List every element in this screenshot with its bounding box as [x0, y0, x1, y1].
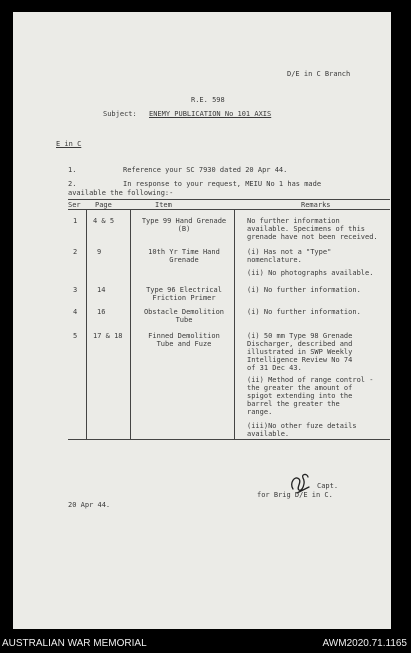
- row1-remark: No further information available. Specimens of this grenade have not been received.: [247, 217, 378, 241]
- row5-item: Finned Demolition Tube and Fuze: [148, 332, 220, 348]
- footer-accession-id: AWM2020.71.1165: [322, 638, 407, 649]
- row5-ser: 5: [73, 332, 78, 340]
- header-item: Item: [155, 201, 172, 209]
- document-sheet: [13, 12, 391, 629]
- header-page: Page: [95, 201, 112, 209]
- row2-remark-1: (i) Has not a "Type" nomenclature.: [247, 248, 332, 264]
- row5-remark-1: (i) 50 mm Type 98 Grenade Discharger, described and illustrated in SWP Weekly Intelligence Review No 74 of 31 Dec 43.: [247, 332, 353, 372]
- branch-heading: D/E in C Branch: [287, 70, 351, 78]
- row3-remark: (i) No further information.: [247, 286, 361, 294]
- row2-item: 10th Yr Time Hand Grenade: [148, 248, 220, 264]
- table-header-rule: [68, 209, 390, 210]
- addressee: E in C: [56, 140, 82, 148]
- row4-ser: 4: [73, 308, 78, 316]
- para2-line2: available the following:-: [68, 189, 174, 197]
- row2-remark-2: (ii) No photographs available.: [247, 269, 374, 277]
- row1-ser: 1: [73, 217, 78, 225]
- footer-institution: AUSTRALIAN WAR MEMORIAL: [2, 638, 147, 649]
- row1-item: Type 99 Hand Grenade (B): [141, 217, 227, 233]
- footer-bar: [0, 635, 411, 653]
- subject-label: Subject:: [103, 110, 137, 118]
- header-remarks: Remarks: [301, 201, 331, 209]
- row1-page: 4 & 5: [93, 217, 115, 225]
- row5-remark-2: (ii) Method of range control - the greater the amount of spigot extending into the barrel the greater the range.: [247, 376, 374, 416]
- row3-ser: 3: [73, 286, 78, 294]
- para1-number: 1.: [68, 166, 77, 174]
- table-bottom-rule: [68, 439, 390, 440]
- document-date: 20 Apr 44.: [68, 501, 111, 509]
- table-col-divider: [86, 209, 87, 439]
- row2-ser: 2: [73, 248, 78, 256]
- table-col-divider: [130, 209, 131, 439]
- row4-item: Obstacle Demolition Tube: [143, 308, 225, 324]
- signature-for: for Brig D/E in C.: [257, 491, 333, 499]
- reference-number: R.E. 598: [191, 96, 225, 104]
- signature-rank: Capt.: [317, 482, 339, 490]
- row5-remark-3: (iii)No other fuze details available.: [247, 422, 357, 438]
- row2-page: 9: [97, 248, 102, 256]
- para2-number: 2.: [68, 180, 77, 188]
- para2-line1: In response to your request, MEIU No 1 has made: [123, 180, 322, 188]
- table-col-divider: [234, 209, 235, 439]
- row4-remark: (i) No further information.: [247, 308, 361, 316]
- row3-item: Type 96 Electrical Friction Primer: [146, 286, 222, 302]
- subject-title: ENEMY PUBLICATION No 101 AXIS: [149, 110, 272, 118]
- para1-text: Reference your SC 7930 dated 20 Apr 44.: [123, 166, 288, 174]
- header-ser: Ser: [68, 201, 81, 209]
- row4-page: 16: [97, 308, 106, 316]
- row5-page: 17 & 18: [93, 332, 123, 340]
- table-top-rule: [68, 199, 390, 200]
- row3-page: 14: [97, 286, 106, 294]
